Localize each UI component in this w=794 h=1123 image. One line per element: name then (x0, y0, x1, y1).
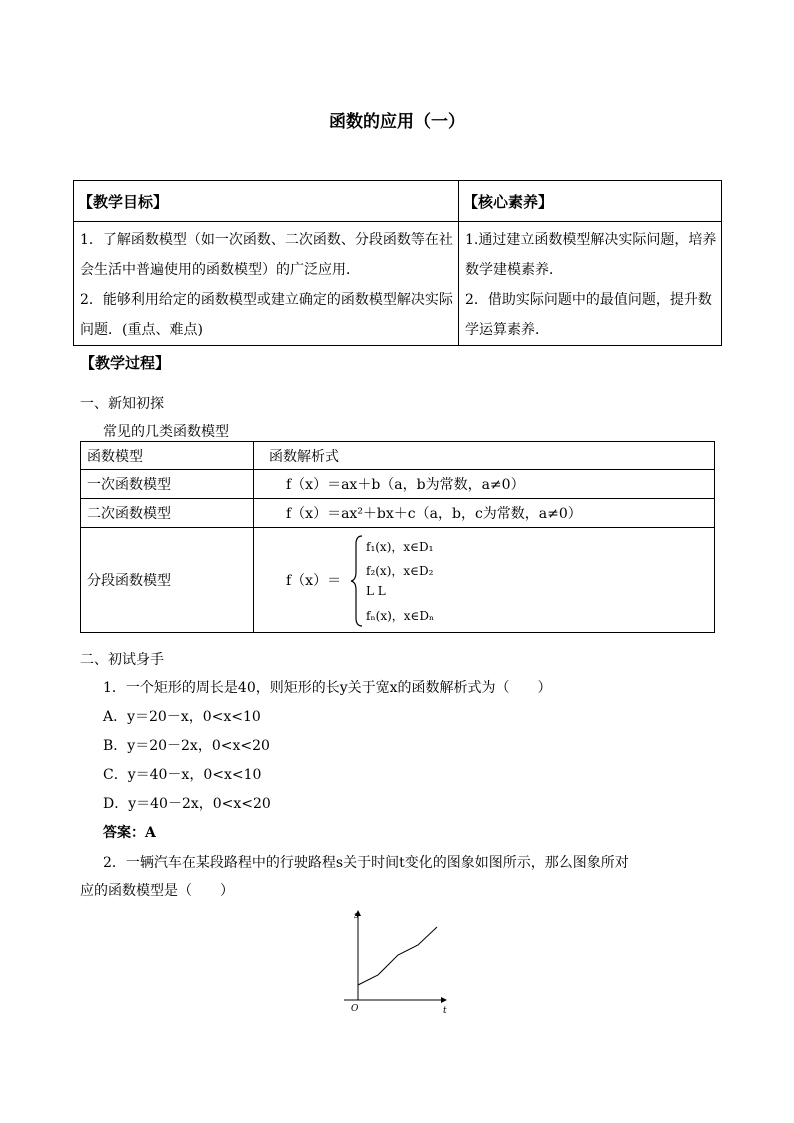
q2-stem-line1: 2．一辆汽车在某段路程中的行驶路程s关于时间t变化的图象如图所示，那么图象所对 (103, 855, 629, 871)
section1-subheading: 常见的几类函数模型 (103, 424, 229, 440)
header-formula: 函数解析式 (254, 442, 715, 470)
origin-label: O (351, 1004, 359, 1014)
literacy-line-2: 2．借助实际问题中的最值问题，提升数学运算素养． (465, 292, 712, 338)
graph-curve (358, 927, 437, 985)
literacy-line-1: 1.通过建立函数模型解决实际问题，培养数学建模素养． (465, 232, 717, 278)
goal-line-1: 1．了解函数模型（如一次函数、二次函数、分段函数等在社会生活中普遍使用的函数模型）的广泛应用． (80, 232, 453, 278)
goal-cell (74, 222, 459, 346)
q1-answer: 答案：A (103, 825, 156, 841)
objectives-table (73, 180, 722, 346)
row-linear-formula: f（x）＝ax＋b（a，b为常数，a≠0） (254, 470, 715, 499)
row-linear-model: 一次函数模型 (81, 470, 254, 499)
q1-option-a: A．y＝20－x，0<x<10 (103, 709, 261, 725)
distance-time-graph (340, 905, 460, 1020)
x-axis-label: t (443, 1006, 447, 1016)
row-quadratic-model: 二次函数模型 (81, 499, 254, 528)
section1-heading: 一、新知初探 (80, 396, 164, 412)
q1-option-d: D．y＝40－2x，0<x<20 (103, 796, 271, 812)
row-piecewise-model: 分段函数模型 (81, 528, 254, 633)
literacy-header: 【核心素养】 (459, 181, 722, 222)
process-heading: 【教学过程】 (80, 354, 171, 372)
page-title: 函数的应用（一） (329, 112, 465, 132)
brace-icon (350, 534, 364, 628)
piece-1: f₁(x)，x∈D₁ (366, 540, 434, 554)
q1-option-b: B．y＝20－2x，0<x<20 (103, 738, 270, 754)
piece-n: fₙ(x)，x∈Dₙ (366, 609, 435, 623)
goal-line-2: 2．能够利用给定的函数模型或建立确定的函数模型解决实际问题．(重点、难点) (80, 292, 453, 338)
piecewise-lhs: f（x）＝ (286, 573, 342, 589)
y-axis-label: s (354, 911, 359, 921)
function-models-table (80, 441, 715, 633)
piece-2: f₂(x)，x∈D₂ (366, 564, 434, 578)
q1-stem: 1．一个矩形的周长是40，则矩形的长y关于宽x的函数解析式为（ ） (103, 680, 552, 696)
header-model: 函数模型 (81, 442, 254, 470)
row-piecewise-formula-cell (254, 528, 715, 633)
goal-header: 【教学目标】 (74, 181, 459, 222)
piece-ellipsis: L L (366, 584, 386, 598)
section2-heading: 二、初试身手 (80, 652, 164, 668)
literacy-cell (459, 222, 722, 346)
q1-option-c: C．y＝40－x，0<x<10 (103, 767, 262, 783)
row-quadratic-formula: f（x）＝ax²＋bx＋c（a，b，c为常数，a≠0） (254, 499, 715, 528)
q2-stem-line2: 应的函数模型是（ ） (80, 883, 234, 899)
